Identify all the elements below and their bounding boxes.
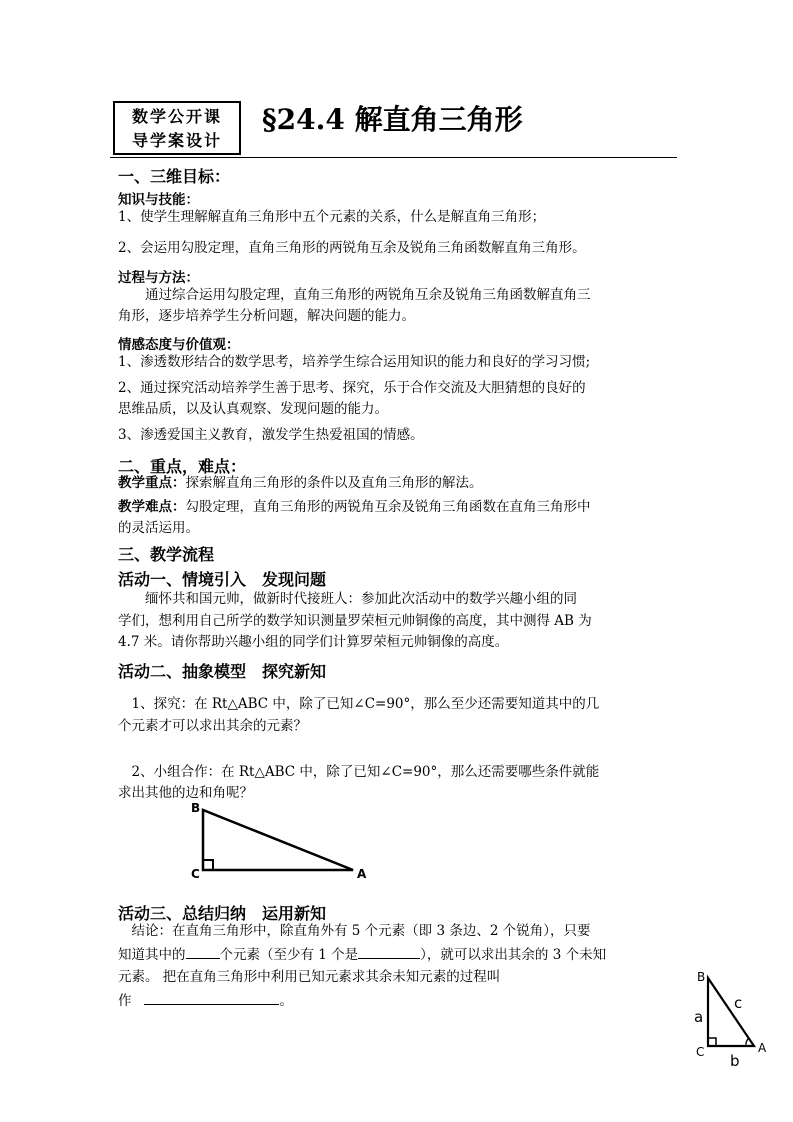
emotion-label: 情感态度与价值观： bbox=[118, 337, 240, 353]
sec3-heading: 三、教学流程 bbox=[118, 545, 215, 564]
activity3-heading: 活动三、总结归纳 运用新知 bbox=[118, 904, 327, 923]
emotion-line-2: 2、通过探究活动培养学生善于思考、探究，乐于合作交流及大胆猜想的良好的 bbox=[118, 380, 586, 396]
triangle-2-right-angle-mark bbox=[708, 1038, 716, 1046]
triangle-figure-1 bbox=[185, 798, 375, 884]
process-line-1: 通过综合运用勾股定理，直角三角形的两锐角互余及锐角三角函数解直角三 bbox=[118, 287, 591, 303]
sec2-heading: 二、重点，难点： bbox=[118, 457, 247, 476]
activity1-line-2: 学们，想利用自己所学的数学知识测量罗荣桓元帅铜像的高度，其中测得 AB 为 bbox=[118, 613, 592, 629]
difficult-point bbox=[118, 496, 683, 518]
vertex-label-a: A bbox=[357, 867, 367, 881]
activity2-q1-line-1: 1、探究：在 Rt△ABC 中，除了已知∠C=90°，那么至少还需要知道其中的几 bbox=[118, 696, 600, 712]
key-point-label: 教学重点： bbox=[118, 475, 186, 491]
vertex-label-b: B bbox=[191, 801, 201, 815]
knowledge-label: 知识与技能： bbox=[118, 192, 199, 208]
badge-line-2: 导学案设计 bbox=[131, 131, 222, 150]
activity3-line-1: 结论：在直角三角形中，除直角外有 5 个元素（即 3 条边、2 个锐角），只要 bbox=[118, 923, 591, 939]
difficult-point-label: 教学难点： bbox=[118, 499, 186, 515]
blank-element-type[interactable] bbox=[358, 943, 420, 959]
emotion-line-3: 思维品质，以及认真观察、发现问题的能力。 bbox=[118, 401, 388, 417]
activity3-line-2-part-1: 知道其中的 bbox=[118, 947, 186, 963]
fig2-side-a: a bbox=[694, 1008, 704, 1026]
title-divider bbox=[110, 157, 677, 158]
page-title: §24.4 解直角三角形 bbox=[262, 103, 523, 136]
activity2-q2-line-2: 求出其他的边和角呢？ bbox=[118, 785, 253, 801]
vertex-label-c: C bbox=[191, 867, 200, 881]
key-point-text: 探索解直角三角形的条件以及直角三角形的解法。 bbox=[185, 475, 483, 491]
knowledge-item-2: 2、会运用勾股定理，直角三角形的两锐角互余及锐角三角函数解直角三角形。 bbox=[118, 240, 586, 256]
blank-process-name[interactable] bbox=[144, 989, 279, 1005]
process-label: 过程与方法： bbox=[118, 270, 199, 286]
key-point bbox=[118, 472, 683, 494]
activity1-line-3: 4.7 米。请你帮助兴趣小组的同学们计算罗荣桓元帅铜像的高度。 bbox=[118, 634, 509, 650]
sec1-heading: 一、三维目标： bbox=[118, 167, 231, 186]
emotion-line-4: 3、渗透爱国主义教育，激发学生热爱祖国的情感。 bbox=[118, 427, 424, 443]
activity2-q2-line-1: 2、小组合作：在 Rt△ABC 中，除了已知∠C=90°，那么还需要哪些条件就能 bbox=[118, 764, 600, 780]
activity3-line-4-part-2: 。 bbox=[279, 993, 293, 1009]
activity2-q1-line-2: 个元素才可以求出其余的元素？ bbox=[118, 718, 307, 734]
process-line-2: 角形，逐步培养学生分析问题，解决问题的能力。 bbox=[118, 308, 415, 324]
triangle-2-angle-a-mark bbox=[746, 1038, 749, 1046]
emotion-line-1: 1、渗透数形结合的数学思考，培养学生综合运用知识的能力和良好的学习习惯; bbox=[118, 354, 591, 370]
activity3-line-2-part-2: 个元素（至少有 1 个是 bbox=[219, 947, 359, 963]
course-badge bbox=[113, 101, 241, 155]
difficult-point-line-2: 的灵活运用。 bbox=[118, 520, 199, 536]
triangle-figure-2 bbox=[688, 964, 778, 1074]
fig2-side-b: b bbox=[730, 1052, 740, 1070]
activity3-line-2-part-3: ），就可以求出其余的 3 个未知 bbox=[420, 947, 607, 963]
triangle-1-right-angle-mark bbox=[203, 860, 213, 870]
fig2-vertex-a: A bbox=[758, 1041, 767, 1055]
triangle-1-outline bbox=[203, 810, 353, 870]
knowledge-item-1: 1、使学生理解解直角三角形中五个元素的关系，什么是解直角三角形； bbox=[118, 209, 546, 225]
fig2-vertex-b: B bbox=[697, 970, 706, 984]
activity1-heading: 活动一、情境引入 发现问题 bbox=[118, 570, 327, 589]
activity2-heading: 活动二、抽象模型 探究新知 bbox=[118, 662, 327, 681]
fig2-side-c: c bbox=[734, 994, 743, 1012]
activity3-line-3: 元素。 把在直角三角形中利用已知元素求其余未知元素的过程叫 bbox=[118, 969, 501, 985]
triangle-2-outline bbox=[708, 978, 754, 1046]
badge-line-1: 数学公开课 bbox=[131, 107, 222, 126]
fig2-vertex-c: C bbox=[696, 1045, 705, 1059]
activity3-line-4 bbox=[118, 989, 683, 1012]
activity3-line-4-part-1: 作 bbox=[118, 993, 132, 1009]
activity1-line-1: 缅怀共和国元帅，做新时代接班人：参加此次活动中的数学兴趣小组的同 bbox=[118, 591, 577, 607]
blank-known-count[interactable] bbox=[186, 943, 220, 959]
activity3-line-2 bbox=[118, 943, 683, 966]
difficult-point-text: 勾股定理，直角三角形的两锐角互余及锐角三角函数在直角三角形中 bbox=[185, 499, 591, 515]
